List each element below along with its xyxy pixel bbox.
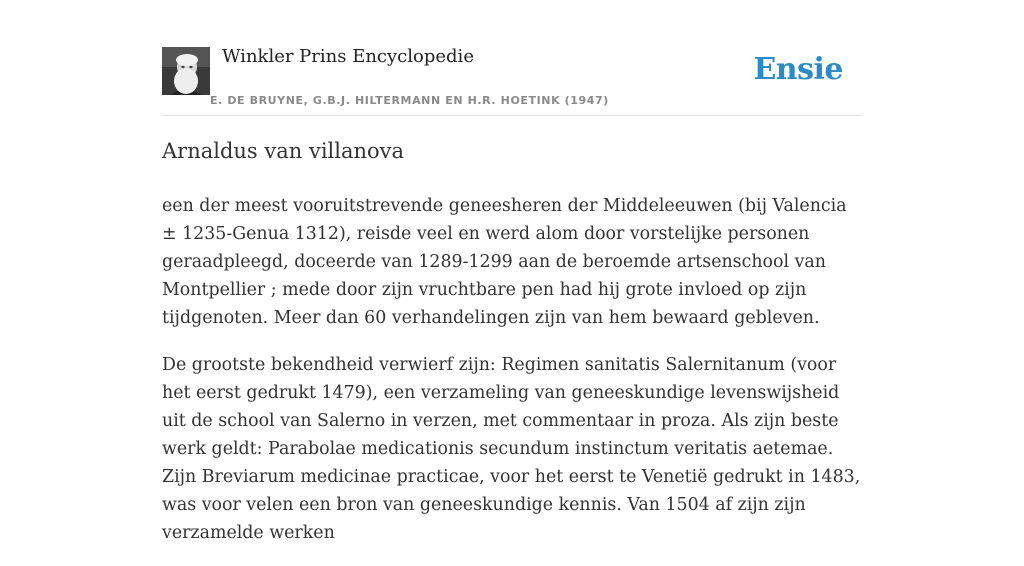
article-body	[162, 192, 862, 566]
ensie-logo-link[interactable]: Ensie	[753, 52, 843, 87]
article-title: Arnaldus van villanova	[162, 139, 405, 163]
book-title[interactable]: Winkler Prins Encyclopedie	[222, 46, 474, 67]
header-divider	[162, 115, 862, 116]
author-portrait-icon	[162, 47, 210, 95]
article-paragraph: een der meest vooruitstrevende geneesheren der Middeleeuwen (bij Valencia ± 1235-Genua 1312), reisde veel en werd alom door vorstelijke personen geraadpleegd, doceerde van 1289-1299 aan de beroemde artsenschool van Montpellier ; mede door zijn vruchtbare pen had hij grote invloed op zijn tijdgenoten. Meer dan 60 verhandelingen zijn van hem bewaard gebleven.	[162, 196, 847, 328]
article-paragraph: De grootste bekendheid verwierf zijn: Regimen sanitatis Salernitanum (voor het eerst gedrukt 1479), een verzameling van geneeskundige levenswijsheid uit de school van Salerno in verzen, met commentaar in proza. Als zijn beste werk geldt: Parabolae medicationis secundum instinctum veritatis aetemae. Zijn Breviarum medicinae practicae, voor het eerst te Venetië gedrukt in 1483, was voor velen een bron van geneeskundige kennis. Van 1504 af zijn zijn verzamelde werken	[162, 355, 861, 543]
authors-line: E. DE BRUYNE, G.B.J. HILTERMANN EN H.R. HOETINK (1947)	[210, 94, 609, 107]
author-avatar[interactable]	[162, 47, 210, 95]
page	[162, 0, 862, 543]
